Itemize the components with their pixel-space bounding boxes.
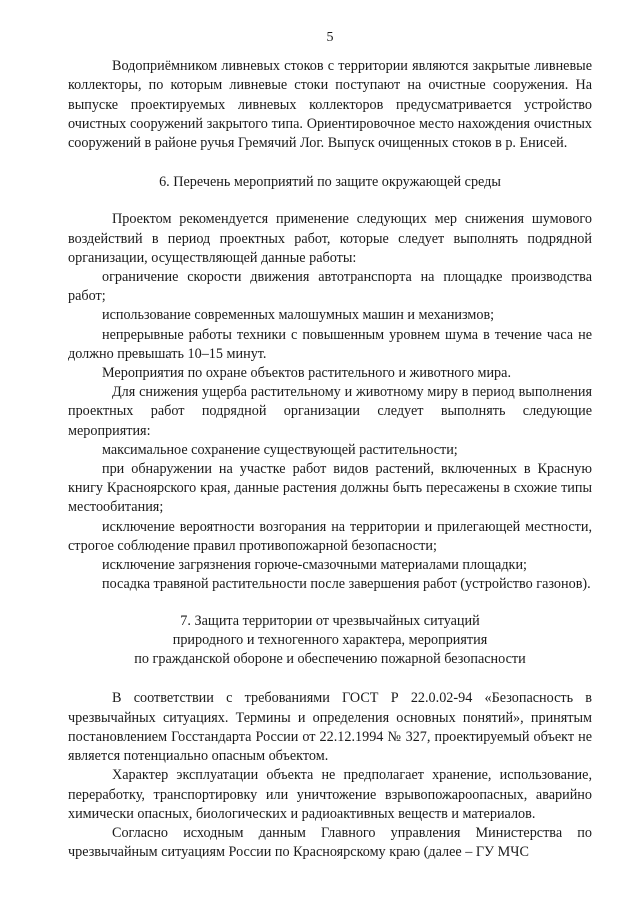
- section-7-paragraph-1: В соответствии с требованиями ГОСТ Р 22.0.02-94 «Безопасность в чрезвычайных ситуациях. Термины и определения основных понятий», принятым постановлением Госстандарта России от 22.12.1994 № 327, проектируемый объект не является потенциально опасным объектом.: [68, 690, 592, 765]
- section-6-paragraph-3: Для снижения ущерба растительному и животному миру в период выполнения проектных работ подрядной организации следует выполнять следующие мероприятия:: [68, 384, 592, 439]
- section-6-paragraph-1: Проектом рекомендуется применение следующих мер снижения шумового воздействий в период проектных работ, которые следует выполнять подрядной организации, осуществляющей данные работы:: [68, 211, 592, 266]
- section-6-list-item: максимальное сохранение существующей растительности;: [102, 441, 458, 458]
- page-number: 5: [326, 30, 334, 45]
- section-6-title: 6. Перечень мероприятий по защите окружающей среды: [159, 174, 501, 191]
- section-7-paragraph-2: Характер эксплуатации объекта не предполагает хранение, использование, переработку, транспортировку или уничтожение взрывопожароопасных, аварийно химически опасных, биологических и радиоактивных веществ и материалов.: [68, 767, 592, 822]
- document-page: [68, 28, 592, 862]
- section-6-list-item: непрерывные работы техники с повышенным уровнем шума в течение часа не должно превышать 10–15 минут.: [68, 326, 592, 362]
- section-7-title: [68, 612, 592, 669]
- section-6-list-item: ограничение скорости движения автотранспорта на площадке производства работ;: [68, 269, 592, 305]
- section-6-list-item: посадка травяной растительности после завершения работ (устройство газонов).: [102, 576, 591, 593]
- section-6-list-item: использование современных малошумных машин и механизмов;: [102, 307, 495, 324]
- section-7-paragraph-3: Согласно исходным данным Главного управления Министерства по чрезвычайным ситуациям России по Красноярскому краю (далее – ГУ МЧС: [68, 824, 592, 861]
- section-6-list-item: исключение загрязнения горюче-смазочными материалами площадки;: [102, 557, 527, 574]
- section-6-list-item: исключение вероятности возгорания на территории и прилегающей местности, строгое соблюдение правил противопожарной безопасности;: [68, 518, 592, 554]
- section-6-list-item: при обнаружении на участке работ видов растений, включенных в Красную книгу Красноярского края, данные растения должны быть пересажены в схожие типы местообитания;: [68, 461, 592, 516]
- section-6-paragraph-2: Мероприятия по охране объектов растительного и животного мира.: [102, 365, 511, 382]
- intro-paragraph: Водоприёмником ливневых стоков с территории являются закрытые ливневые коллекторы, по которым ливневые стоки поступают на очистные сооружения. На выпуске проектируемых ливневых коллекторов предусматривается устройство очистных сооружений закрытого типа. Ориентировочное место нахождения очистных сооружений в районе ручья Гремячий Лог. Выпуск очищенных стоков в р. Енисей.: [68, 58, 592, 152]
- section-7-title-line: природного и техногенного характера, мероприятия: [172, 632, 488, 649]
- section-7-title-line: по гражданской обороне и обеспечению пожарной безопасности: [134, 651, 526, 668]
- section-7-title-line: 7. Защита территории от чрезвычайных ситуаций: [180, 613, 480, 630]
